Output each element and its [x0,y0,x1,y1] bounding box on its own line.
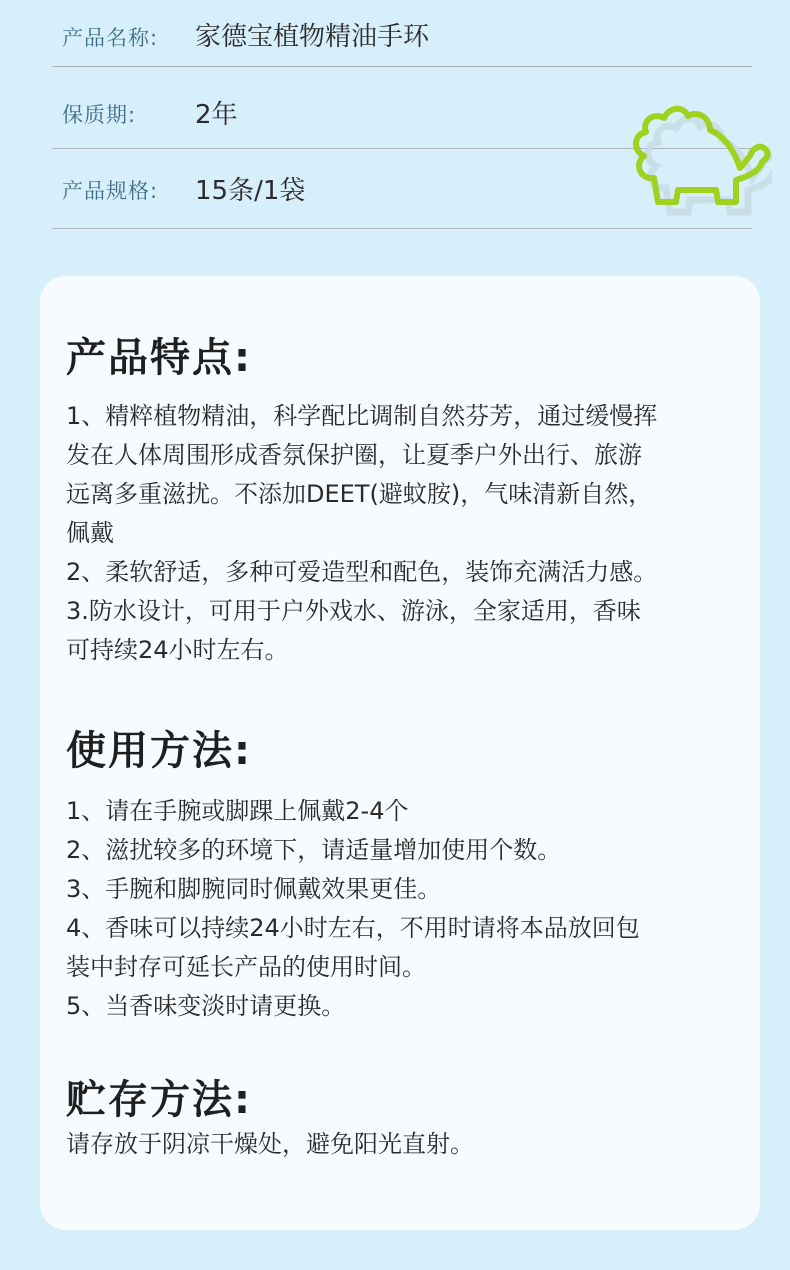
features-line: 可持续24小时左右。 [66,636,289,664]
spec-row-name [52,0,752,67]
storage-body [66,1125,736,1164]
spec-label: 产品规格: [62,179,159,203]
info-card [40,276,760,1230]
spec-label: 保质期: [62,103,137,127]
usage-body [66,792,736,1026]
usage-line: 4、香味可以持续24小时左右，不用时请将本品放回包 [66,914,640,942]
spec-value: 15条/1袋 [195,176,306,206]
features-line: 3.防水设计，可用于户外戏水、游泳，全家适用，香味 [66,597,641,625]
dinosaur-outline-icon [612,78,772,228]
features-line: 远离多重滋扰。不添加DEET(避蚊胺)，气味清新自然， [66,480,653,508]
storage-title: 贮存方法: [66,1077,252,1123]
spec-value: 2年 [195,100,238,130]
usage-line: 5、当香味变淡时请更换。 [66,992,346,1020]
usage-title: 使用方法: [66,728,252,774]
storage-line: 请存放于阴凉干燥处，避免阳光直射。 [66,1130,474,1158]
features-title: 产品特点: [66,335,252,381]
usage-line: 装中封存可延长产品的使用时间。 [66,953,426,981]
spec-value: 家德宝植物精油手环 [195,22,430,52]
usage-line: 2、滋扰较多的环境下，请适量增加使用个数。 [66,836,562,864]
features-line: 佩戴 [66,519,114,547]
features-body [66,397,736,670]
usage-line: 1、请在手腕或脚踝上佩戴2-4个 [66,797,409,825]
usage-line: 3、手腕和脚腕同时佩戴效果更佳。 [66,875,442,903]
features-line: 发在人体周围形成香氛保护圈，让夏季户外出行、旅游 [66,441,642,469]
features-line: 2、柔软舒适，多种可爱造型和配色，装饰充满活力感。 [66,558,658,586]
features-line: 1、精粹植物精油，科学配比调制自然芬芳，通过缓慢挥 [66,402,658,430]
spec-label: 产品名称: [62,26,159,50]
